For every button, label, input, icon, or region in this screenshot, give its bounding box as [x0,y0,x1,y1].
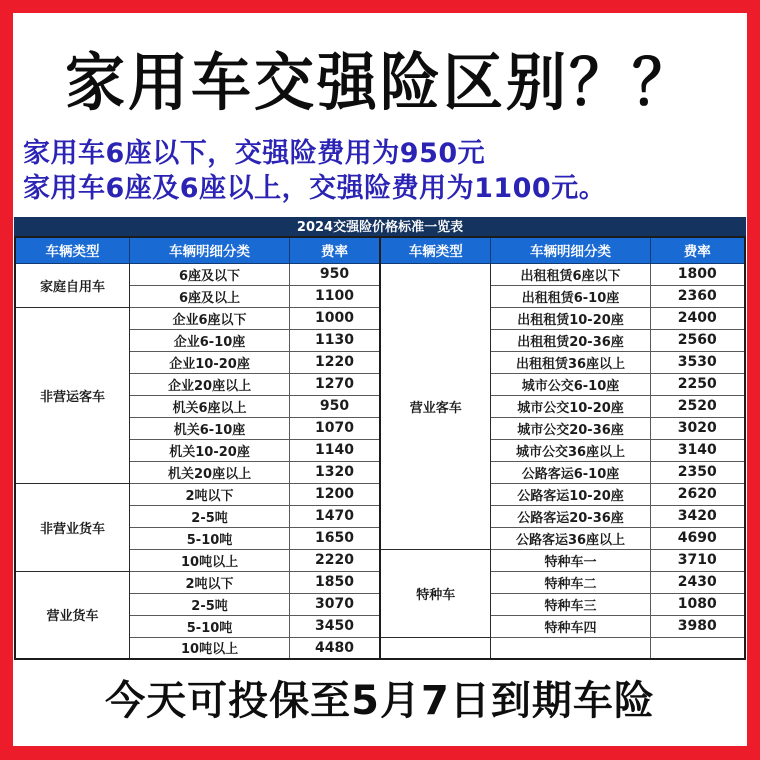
rate-cell: 3710 [650,549,745,571]
vehicle-detail-cell: 特种车二 [491,571,650,593]
vehicle-detail-cell: 出租租赁10-20座 [491,307,650,329]
rate-cell: 1070 [289,417,380,439]
price-table-section [14,217,746,660]
vehicle-detail-cell: 2-5吨 [130,593,290,615]
rate-cell: 2220 [289,549,380,571]
vehicle-detail-cell: 机关10-20座 [130,439,290,461]
price-table [14,236,746,660]
vehicle-detail-cell: 出租租赁20-36座 [491,329,650,351]
col-header-rate-right: 费率 [650,237,745,263]
vehicle-detail-cell: 公路客运10-20座 [491,483,650,505]
col-header-detail-right: 车辆明细分类 [491,237,650,263]
vehicle-detail-cell: 企业10-20座 [130,351,290,373]
vehicle-type-cell [380,637,491,659]
rate-cell: 4690 [650,527,745,549]
vehicle-detail-cell: 城市公交20-36座 [491,417,650,439]
vehicle-detail-cell: 特种车四 [491,615,650,637]
rate-cell: 1130 [289,329,380,351]
rate-cell: 1100 [289,285,380,307]
vehicle-detail-cell: 2吨以下 [130,571,290,593]
vehicle-detail-cell: 特种车一 [491,549,650,571]
subtitle-line-1: 家用车6座以下，交强险费用为950元 [23,138,486,169]
vehicle-detail-cell: 城市公交6-10座 [491,373,650,395]
subtitle-block [23,136,747,206]
rate-cell: 2560 [650,329,745,351]
vehicle-type-cell: 非营业货车 [15,483,130,571]
col-header-rate-left: 费率 [289,237,380,263]
rate-cell: 3450 [289,615,380,637]
vehicle-detail-cell: 10吨以上 [130,637,290,659]
price-table-body [15,263,745,659]
rate-cell: 1800 [650,263,745,285]
rate-cell: 950 [289,395,380,417]
rate-cell: 1000 [289,307,380,329]
rate-cell: 2360 [650,285,745,307]
rate-cell: 950 [289,263,380,285]
rate-cell: 3140 [650,439,745,461]
rate-cell: 1270 [289,373,380,395]
vehicle-type-cell: 营业客车 [380,263,491,549]
vehicle-detail-cell: 出租租赁6-10座 [491,285,650,307]
vehicle-detail-cell: 2-5吨 [130,505,290,527]
col-header-vehicle-type-left: 车辆类型 [15,237,130,263]
rate-cell: 2250 [650,373,745,395]
rate-cell: 1200 [289,483,380,505]
vehicle-detail-cell: 机关6-10座 [130,417,290,439]
vehicle-detail-cell: 企业6-10座 [130,329,290,351]
vehicle-detail-cell: 10吨以上 [130,549,290,571]
vehicle-detail-cell [491,637,650,659]
rate-cell: 2520 [650,395,745,417]
vehicle-type-cell: 家庭自用车 [15,263,130,307]
col-header-vehicle-type-right: 车辆类型 [380,237,491,263]
rate-cell: 1650 [289,527,380,549]
vehicle-detail-cell: 6座及以上 [130,285,290,307]
rate-cell [650,637,745,659]
rate-cell: 3020 [650,417,745,439]
vehicle-detail-cell: 城市公交10-20座 [491,395,650,417]
vehicle-type-cell: 营业货车 [15,571,130,659]
vehicle-detail-cell: 6座及以下 [130,263,290,285]
rate-cell: 3420 [650,505,745,527]
rate-cell: 3980 [650,615,745,637]
rate-cell: 1850 [289,571,380,593]
vehicle-detail-cell: 出租租赁36座以上 [491,351,650,373]
rate-cell: 2400 [650,307,745,329]
vehicle-detail-cell: 5-10吨 [130,527,290,549]
table-row [15,263,745,285]
table-title: 2024交强险价格标准一览表 [14,217,746,236]
vehicle-detail-cell: 5-10吨 [130,615,290,637]
rate-cell: 2430 [650,571,745,593]
vehicle-type-cell: 非营运客车 [15,307,130,483]
footer-text: 今天可投保至5月7日到期车险 [105,678,655,724]
rate-cell: 1080 [650,593,745,615]
col-header-detail-left: 车辆明细分类 [130,237,290,263]
vehicle-detail-cell: 公路客运20-36座 [491,505,650,527]
vehicle-detail-cell: 机关20座以上 [130,461,290,483]
vehicle-detail-cell: 特种车三 [491,593,650,615]
rate-cell: 1470 [289,505,380,527]
vehicle-detail-cell: 公路客运36座以上 [491,527,650,549]
vehicle-detail-cell: 机关6座以上 [130,395,290,417]
poster-panel [13,13,747,746]
rate-cell: 4480 [289,637,380,659]
table-header-row [15,237,745,263]
vehicle-detail-cell: 出租租赁6座以下 [491,263,650,285]
rate-cell: 2350 [650,461,745,483]
vehicle-detail-cell: 企业6座以下 [130,307,290,329]
rate-cell: 3530 [650,351,745,373]
page-title: 家用车交强险区别？？ [65,46,695,120]
rate-cell: 1220 [289,351,380,373]
vehicle-detail-cell: 城市公交36座以上 [491,439,650,461]
subtitle-line-2: 家用车6座及6座以上，交强险费用为1100元。 [23,173,607,204]
rate-cell: 2620 [650,483,745,505]
rate-cell: 3070 [289,593,380,615]
rate-cell: 1320 [289,461,380,483]
vehicle-type-cell: 特种车 [380,549,491,637]
vehicle-detail-cell: 企业20座以上 [130,373,290,395]
vehicle-detail-cell: 2吨以下 [130,483,290,505]
vehicle-detail-cell: 公路客运6-10座 [491,461,650,483]
rate-cell: 1140 [289,439,380,461]
